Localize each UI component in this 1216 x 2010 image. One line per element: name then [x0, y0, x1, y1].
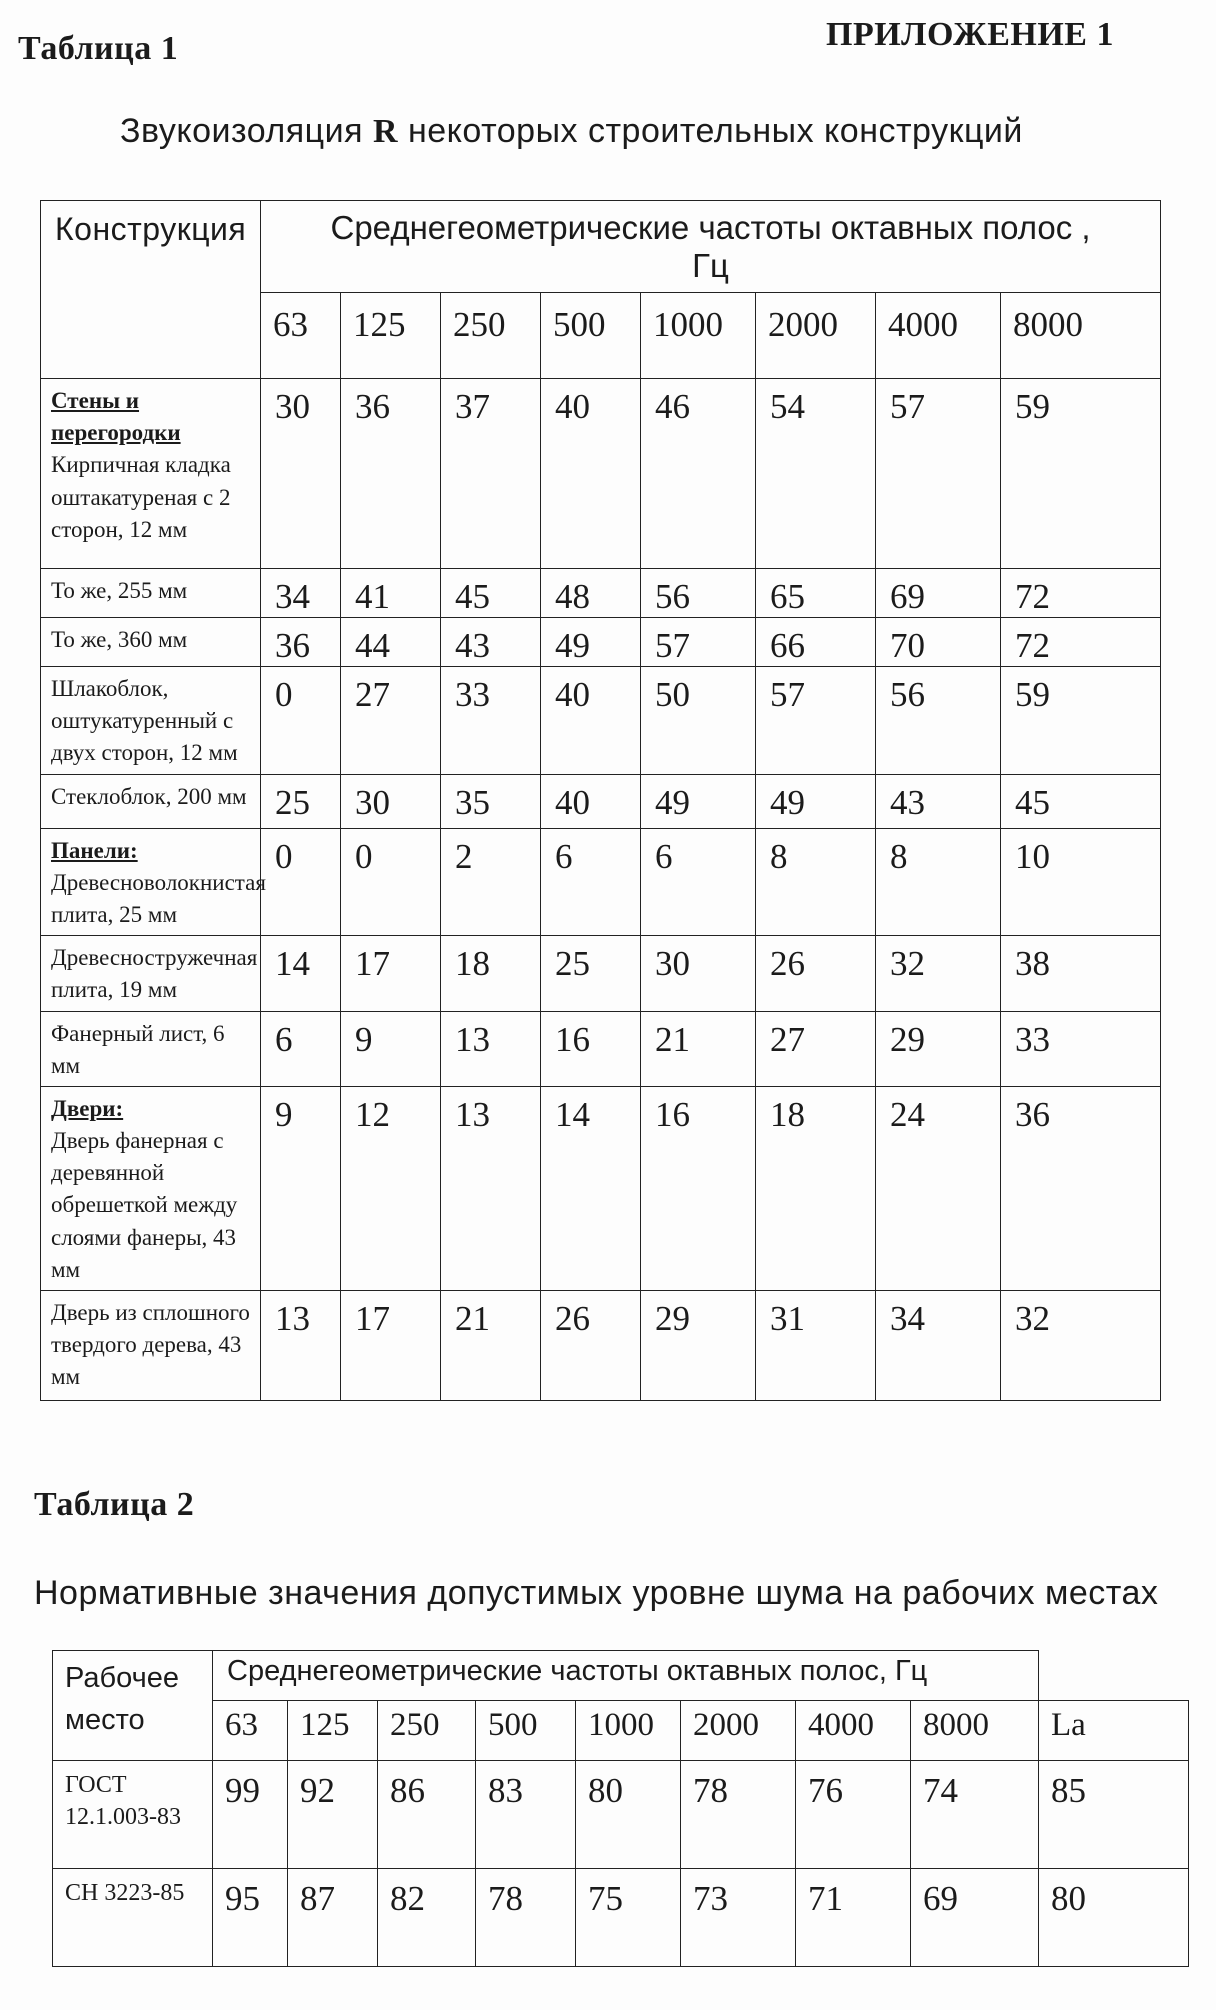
insulation-value-cell: 37 [441, 379, 541, 569]
insulation-value-cell: 27 [341, 667, 441, 775]
insulation-value-cell: 32 [1001, 1291, 1161, 1401]
insulation-value-cell: 49 [541, 618, 641, 667]
insulation-value-cell: 70 [876, 618, 1001, 667]
table2-title: Нормативные значения допустимых уровне шума на рабочих местах [34, 1574, 1159, 1612]
table1-row [41, 936, 1161, 1011]
noise-value-cell: 85 [1039, 1761, 1189, 1869]
construction-header: Конструкция [41, 201, 261, 379]
insulation-value-cell: 25 [541, 936, 641, 1011]
insulation-value-cell: 18 [756, 1086, 876, 1290]
insulation-value-cell: 66 [756, 618, 876, 667]
insulation-value-cell: 46 [641, 379, 756, 569]
insulation-value-cell: 36 [1001, 1086, 1161, 1290]
insulation-value-cell: 17 [341, 1291, 441, 1401]
insulation-value-cell: 27 [756, 1011, 876, 1086]
noise-value-cell: 83 [476, 1761, 576, 1869]
table1-row [41, 618, 1161, 667]
noise-norms-table [52, 1650, 1189, 1967]
table1-title: Звукоизоляция R некоторых строительных конструкций [120, 112, 1023, 150]
noise-value-cell: 69 [911, 1869, 1039, 1967]
noise-value-cell: 76 [796, 1761, 911, 1869]
insulation-value-cell: 43 [876, 774, 1001, 828]
sound-insulation-table [40, 200, 1161, 1401]
insulation-value-cell: 0 [261, 828, 341, 936]
insulation-value-cell: 31 [756, 1291, 876, 1401]
construction-label: Кирпичная кладка оштакатуреная с 2 сторон, 12 мм [51, 452, 231, 542]
insulation-value-cell: 38 [1001, 936, 1161, 1011]
insulation-value-cell: 13 [441, 1086, 541, 1290]
insulation-value-cell: 21 [441, 1291, 541, 1401]
insulation-value-cell: 8 [876, 828, 1001, 936]
t1-frequency-4000: 4000 [876, 293, 1001, 379]
insulation-value-cell: 17 [341, 936, 441, 1011]
table1-row [41, 667, 1161, 775]
noise-value-cell: 82 [378, 1869, 476, 1967]
table1-label: Таблица 1 [18, 30, 179, 67]
insulation-value-cell: 21 [641, 1011, 756, 1086]
table2-header-blank [1039, 1651, 1189, 1701]
insulation-value-cell: 30 [341, 774, 441, 828]
insulation-value-cell: 30 [261, 379, 341, 569]
insulation-value-cell: 41 [341, 569, 441, 618]
construction-label: Древесностружечная плита, 19 мм [51, 945, 258, 1003]
insulation-value-cell: 44 [341, 618, 441, 667]
t2-frequency-1000: 1000 [576, 1701, 681, 1761]
appendix-label: ПРИЛОЖЕНИЕ 1 [826, 16, 1114, 53]
construction-cell [41, 936, 261, 1011]
insulation-value-cell: 6 [261, 1011, 341, 1086]
table2-frequency-row [53, 1701, 1189, 1761]
insulation-value-cell: 6 [641, 828, 756, 936]
insulation-value-cell: 49 [756, 774, 876, 828]
t2-frequency-2000: 2000 [681, 1701, 796, 1761]
noise-value-cell: 99 [213, 1761, 288, 1869]
table2-frequency-header: Среднегеометрические частоты октавных полос, Гц [213, 1651, 1039, 1701]
insulation-value-cell: 14 [541, 1086, 641, 1290]
construction-label: То же, 255 мм [51, 578, 188, 603]
noise-value-cell: 74 [911, 1761, 1039, 1869]
construction-category: Двери: [51, 1095, 124, 1121]
insulation-value-cell: 59 [1001, 379, 1161, 569]
insulation-value-cell: 34 [876, 1291, 1001, 1401]
insulation-value-cell: 59 [1001, 667, 1161, 775]
insulation-value-cell: 40 [541, 774, 641, 828]
insulation-value-cell: 40 [541, 667, 641, 775]
t2-frequency-8000: 8000 [911, 1701, 1039, 1761]
t2-frequency-125: 125 [288, 1701, 378, 1761]
construction-label: Стеклоблок, 200 мм [51, 783, 247, 809]
construction-label: Фанерный лист, 6 мм [51, 1020, 225, 1078]
table2-header-row [53, 1651, 1189, 1701]
construction-cell [41, 1086, 261, 1290]
insulation-value-cell: 13 [441, 1011, 541, 1086]
t2-frequency-500: 500 [476, 1701, 576, 1761]
insulation-value-cell: 26 [756, 936, 876, 1011]
insulation-value-cell: 12 [341, 1086, 441, 1290]
table1-row [41, 379, 1161, 569]
insulation-value-cell: 36 [261, 618, 341, 667]
t1-frequency-500: 500 [541, 293, 641, 379]
noise-value-cell: 95 [213, 1869, 288, 1967]
table1-row [41, 828, 1161, 936]
construction-category: Панели: [51, 837, 138, 863]
insulation-value-cell: 9 [341, 1011, 441, 1086]
insulation-value-cell: 57 [876, 379, 1001, 569]
insulation-value-cell: 57 [756, 667, 876, 775]
insulation-value-cell: 50 [641, 667, 756, 775]
insulation-value-cell: 56 [876, 667, 1001, 775]
insulation-value-cell: 13 [261, 1291, 341, 1401]
table1-row [41, 1086, 1161, 1290]
t1-frequency-63: 63 [261, 293, 341, 379]
insulation-value-cell: 40 [541, 379, 641, 569]
construction-cell [41, 828, 266, 936]
construction-label: Шлакоблок, оштукатуренный с двух сторон, 12 мм [51, 676, 238, 766]
noise-value-cell: 78 [476, 1869, 576, 1967]
insulation-value-cell: 16 [641, 1086, 756, 1290]
insulation-value-cell: 43 [441, 618, 541, 667]
insulation-value-cell: 18 [441, 936, 541, 1011]
insulation-value-cell: 14 [261, 936, 341, 1011]
construction-cell [41, 618, 261, 667]
construction-cell [41, 379, 261, 569]
construction-cell [41, 1291, 261, 1401]
insulation-value-cell: 0 [261, 667, 341, 775]
insulation-value-cell: 29 [641, 1291, 756, 1401]
construction-cell [41, 667, 261, 775]
insulation-value-cell: 48 [541, 569, 641, 618]
insulation-value-cell: 33 [1001, 1011, 1161, 1086]
insulation-value-cell: 65 [756, 569, 876, 618]
insulation-value-cell: 2 [441, 828, 541, 936]
insulation-value-cell: 0 [341, 828, 441, 936]
t1-frequency-250: 250 [441, 293, 541, 379]
insulation-value-cell: 25 [261, 774, 341, 828]
table1-header-row [41, 201, 1161, 293]
workplace-cell: ГОСТ 12.1.003-83 [53, 1761, 213, 1869]
insulation-value-cell: 26 [541, 1291, 641, 1401]
workplace-header: Рабочее место [53, 1651, 213, 1761]
noise-value-cell: 73 [681, 1869, 796, 1967]
table1-row [41, 569, 1161, 618]
insulation-value-cell: 57 [641, 618, 756, 667]
table2-row [53, 1761, 1189, 1869]
insulation-value-cell: 56 [641, 569, 756, 618]
table1-row [41, 774, 1161, 828]
insulation-value-cell: 35 [441, 774, 541, 828]
workplace-cell: СН 3223-85 [53, 1869, 213, 1967]
noise-value-cell: 80 [1039, 1869, 1189, 1967]
t2-frequency-250: 250 [378, 1701, 476, 1761]
t1-frequency-1000: 1000 [641, 293, 756, 379]
insulation-value-cell: 45 [1001, 774, 1161, 828]
noise-value-cell: 92 [288, 1761, 378, 1869]
insulation-value-cell: 16 [541, 1011, 641, 1086]
table2-row [53, 1869, 1189, 1967]
table1-row [41, 1011, 1161, 1086]
insulation-value-cell: 33 [441, 667, 541, 775]
insulation-value-cell: 69 [876, 569, 1001, 618]
noise-value-cell: 78 [681, 1761, 796, 1869]
table2-label: Таблица 2 [34, 1486, 195, 1523]
insulation-value-cell: 34 [261, 569, 341, 618]
insulation-value-cell: 72 [1001, 569, 1161, 618]
frequency-header: Среднегеометрические частоты октавных полос , Гц [261, 201, 1161, 293]
insulation-value-cell: 30 [641, 936, 756, 1011]
noise-value-cell: 87 [288, 1869, 378, 1967]
insulation-value-cell: 24 [876, 1086, 1001, 1290]
t1-frequency-2000: 2000 [756, 293, 876, 379]
t1-frequency-8000: 8000 [1001, 293, 1161, 379]
construction-cell [41, 569, 261, 618]
insulation-value-cell: 32 [876, 936, 1001, 1011]
insulation-value-cell: 10 [1001, 828, 1161, 936]
t2-frequency-63: 63 [213, 1701, 288, 1761]
insulation-value-cell: 8 [756, 828, 876, 936]
noise-value-cell: 80 [576, 1761, 681, 1869]
construction-label: Дверь из сплошного твердого дерева, 43 мм [51, 1300, 250, 1390]
insulation-value-cell: 6 [541, 828, 641, 936]
construction-label: Дверь фанерная с деревянной обрешеткой между слоями фанеры, 43 мм [51, 1128, 238, 1282]
construction-cell [41, 774, 261, 828]
construction-label: Древесноволокнистая плита, 25 мм [51, 869, 266, 927]
insulation-value-cell: 49 [641, 774, 756, 828]
t2-frequency-4000: 4000 [796, 1701, 911, 1761]
noise-value-cell: 71 [796, 1869, 911, 1967]
insulation-value-cell: 36 [341, 379, 441, 569]
insulation-value-cell: 9 [261, 1086, 341, 1290]
insulation-value-cell: 29 [876, 1011, 1001, 1086]
noise-value-cell: 86 [378, 1761, 476, 1869]
construction-category: Стены и перегородки [51, 388, 181, 446]
t2-frequency-La: La [1039, 1701, 1189, 1761]
t1-frequency-125: 125 [341, 293, 441, 379]
insulation-value-cell: 72 [1001, 618, 1161, 667]
noise-value-cell: 75 [576, 1869, 681, 1967]
table1-row [41, 1291, 1161, 1401]
insulation-value-cell: 45 [441, 569, 541, 618]
insulation-value-cell: 54 [756, 379, 876, 569]
construction-cell [41, 1011, 261, 1086]
construction-label: То же, 360 мм [51, 627, 188, 652]
